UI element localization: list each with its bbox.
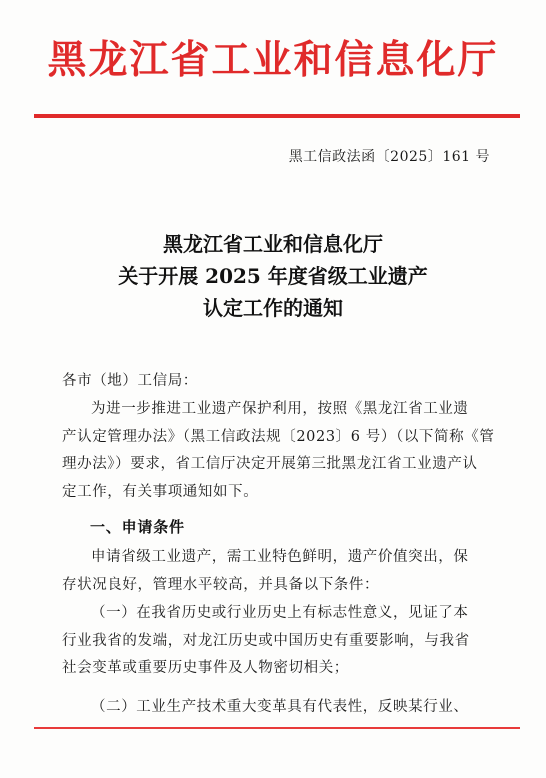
document-title-line-1: 黑龙江省工业和信息化厅 [163,232,383,256]
red-header-org-name: 黑龙江省工业和信息化厅 [47,37,499,83]
document-title-line-3: 认定工作的通知 [203,296,343,320]
paragraph-condition-1-line-1: （一）在我省历史或行业历史上有标志性意义，见证了本 [91,605,469,621]
paragraph-conditions [62,544,494,599]
paragraph-intro-line-4: 定工作，有关事项通知如下。 [62,483,259,500]
document-title [0,228,546,324]
paragraph-intro [62,396,494,506]
paragraph-condition-1-line-2: 行业我省的发端，对龙江历史或中国历史有重要影响，与我省 [62,632,470,649]
paragraph-intro-line-2: 产认定管理办法》（黑工信政法规〔2023〕6 号）（以下简称《管 [62,428,495,445]
document-number: 黑工信政法函〔2025〕161 号 [288,149,490,165]
paragraph-intro-line-1: 为进一步推进工业遗产保护利用，按照《黑龙江省工业遗 [91,401,469,417]
paragraph-intro-line-3: 理办法》）要求，省工信厅决定开展第三批黑龙江省工业遗产认 [62,456,478,472]
paragraph-conditions-line-1: 申请省级工业遗产，需工业特色鲜明，遗产价值突出，保 [91,549,469,565]
paragraph-condition-1-line-3: 社会变革或重要历史事件及人物密切相关； [62,660,349,676]
section-heading-1: 一、申请条件 [90,518,185,536]
paragraph-condition-1 [62,600,494,683]
paragraph-conditions-line-2: 存状况良好，管理水平较高，并具备以下条件： [62,576,380,593]
red-footer-rule [34,727,520,729]
salutation: 各市（地）工信局： [62,373,198,389]
red-header-rule [34,114,520,118]
document-title-line-2: 关于开展 2025 年度省级工业遗产 [118,264,428,288]
paragraph-condition-2 [62,694,494,722]
paragraph-condition-2-line-1: （二）工业生产技术重大变革具有代表性，反映某行业、 [91,699,469,715]
